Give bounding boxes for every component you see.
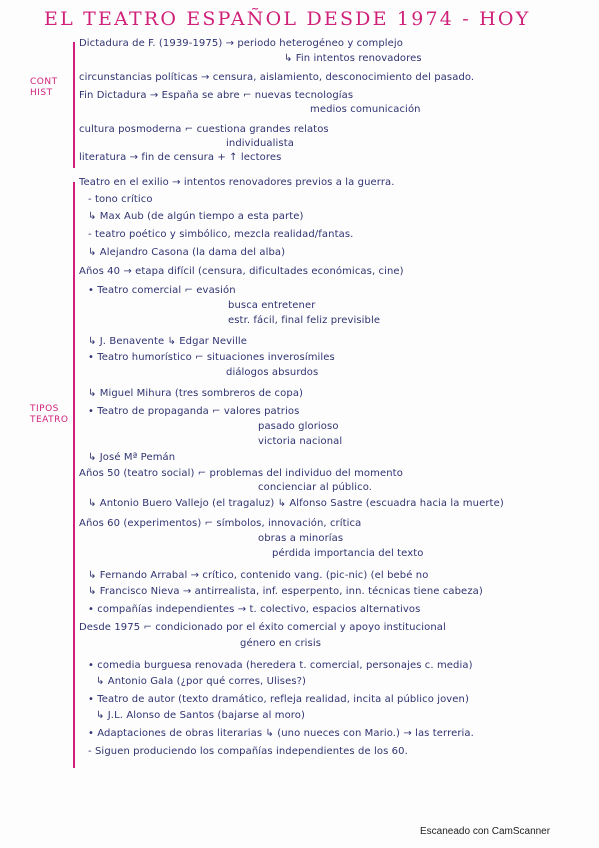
types-line: ↳ J.L. Alonso de Santos (bajarse al moro) <box>96 710 306 721</box>
types-line: ↳ Alejandro Casona (la dama del alba) <box>88 247 286 258</box>
types-line: Años 40 → etapa difícil (censura, dificultades económicas, cine) <box>79 266 404 277</box>
types-line: • Teatro humorístico ⌐ situaciones inverosímiles <box>88 352 335 363</box>
types-line: ↳ Fernando Arrabal → crítico, contenido vang. (pic-nic) (el bebé no <box>88 570 429 581</box>
types-line: • comedia burguesa renovada (herederа t. comercial, personajes c. media) <box>88 660 473 671</box>
context-line: individualista <box>226 138 294 149</box>
side-label-context-line: CONT <box>30 77 58 87</box>
side-label-context-line: HIST <box>30 88 53 98</box>
types-line: • Teatro de autor (texto dramático, refleja realidad, incita al público joven) <box>88 694 469 705</box>
context-line: medios comunicación <box>310 104 421 115</box>
types-line: ↳ José Mª Pemán <box>88 452 176 463</box>
types-line: concienciar al público. <box>258 482 373 493</box>
page-title: EL TEATRO ESPAÑOL DESDE 1974 - HOY <box>44 8 531 30</box>
types-line: - Siguen produciendo los compañías independientes de los 60. <box>88 746 408 757</box>
context-line: circunstancias políticas → censura, aislamiento, desconocimiento del pasado. <box>79 72 475 83</box>
types-line: ↳ Miguel Mihura (tres sombreros de copa) <box>88 388 304 399</box>
types-line: Años 60 (experimentos) ⌐ símbolos, innovación, crítica <box>79 518 362 529</box>
types-line: • Adaptaciones de obras literarias ↳ (uno nueces con Mario.) → las terreria. <box>88 728 474 739</box>
types-line: • Teatro de propaganda ⌐ valores patrios <box>88 406 300 417</box>
types-line: busca entretener <box>228 300 316 311</box>
types-line: género en crisis <box>240 638 322 649</box>
types-line: - teatro poético y simbólico, mezcla realidad/fantas. <box>88 229 354 240</box>
context-line: Dictadura de F. (1939-1975) → periodo heterogéneo y complejo <box>79 38 403 49</box>
types-line: pérdida importancia del texto <box>272 548 424 559</box>
scanner-watermark: Escaneado con CamScanner <box>420 826 551 837</box>
side-label-types-line: TEATRO <box>30 415 69 425</box>
types-line: obras a minorías <box>258 533 344 544</box>
side-label-types-line: TIPOS <box>30 404 59 414</box>
types-line: Años 50 (teatro social) ⌐ problemas del individuo del momento <box>79 468 403 479</box>
types-line: • Teatro comercial ⌐ evasión <box>88 285 236 296</box>
types-line: ↳ Max Aub (de algún tiempo a esta parte) <box>88 211 304 222</box>
types-line: victoria nacional <box>258 436 343 447</box>
types-line: Desde 1975 ⌐ condicionado por el éxito comercial y apoyo institucional <box>79 622 446 633</box>
context-line: Fin Dictadura → España se abre ⌐ nuevas tecnologías <box>79 90 354 101</box>
types-line: ↳ Antonio Buero Vallejo (el tragaluz) ↳ Alfonso Sastre (escuadra hacia la muerte) <box>88 498 504 509</box>
types-line: - tono crítico <box>88 194 153 205</box>
types-line: pasado glorioso <box>258 421 339 432</box>
context-line: cultura posmoderna ⌐ cuestiona grandes relatos <box>79 124 329 135</box>
context-line: ↳ Fin intentos renovadores <box>284 53 422 64</box>
types-line: Teatro en el exilio → intentos renovadores previos a la guerra. <box>79 177 395 188</box>
types-bracket <box>73 182 75 768</box>
types-line: diálogos absurdos <box>226 367 319 378</box>
types-line: estr. fácil, final feliz previsible <box>228 315 381 326</box>
side-label-context <box>30 77 58 99</box>
context-bracket <box>73 42 75 168</box>
types-line: ↳ Francisco Nieva → antirrealista, inf. esperpento, inn. técnicas tiene cabeza) <box>88 586 483 597</box>
side-label-types <box>30 404 68 426</box>
types-line: ↳ Antonio Gala (¿por qué corres, Ulises?) <box>96 676 307 687</box>
types-line: ↳ J. Benavente ↳ Edgar Neville <box>88 336 248 347</box>
context-line: literatura → fin de censura + ↑ lectores <box>79 152 282 163</box>
types-line: • compañías independientes → t. colectivo, espacios alternativos <box>88 604 421 615</box>
